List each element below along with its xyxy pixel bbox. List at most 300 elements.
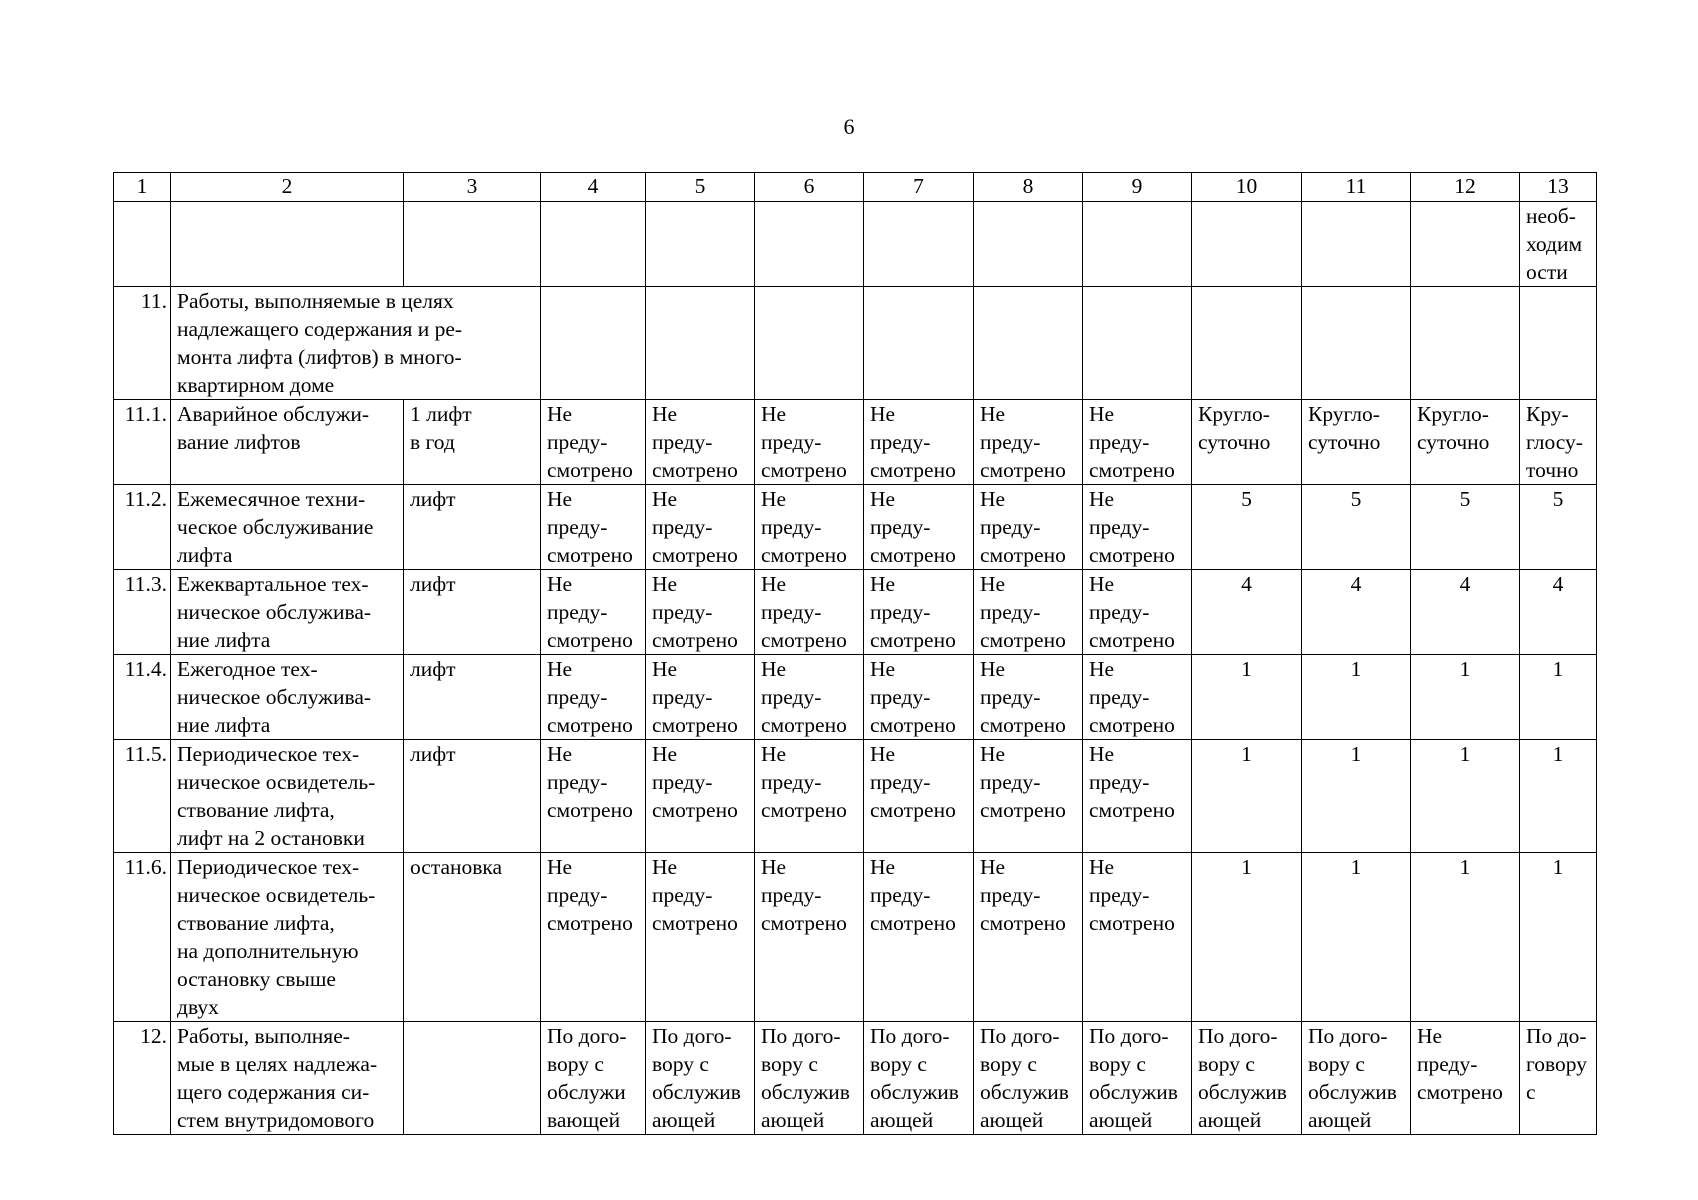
cell-line: Работы, выполняе- [177,1024,350,1048]
row-number: 12. [114,1022,171,1135]
cell-line: Не [761,657,787,681]
header-row [114,173,1597,202]
value-cell [1302,1022,1411,1135]
row-number: 11.5. [114,740,171,853]
cell-line: остановка [410,855,503,879]
value-cell: 1 [1302,740,1411,853]
cell-line: ческое обслуживание [177,515,374,539]
cell-line: смотрено [1089,713,1175,737]
table-cell [974,202,1083,287]
cell-line: По дого- [547,1024,627,1048]
unit [404,655,541,740]
cell-line: смотрено [652,911,738,935]
continuation-row [114,202,1597,287]
cell-line: смотрено [1089,458,1175,482]
services-table [113,172,1597,1135]
value-cell [646,740,755,853]
value-cell: 5 [1302,485,1411,570]
cell-line: По дого- [870,1024,950,1048]
cell-line: обслужив [761,1080,850,1104]
value-cell [864,853,974,1022]
cell-line: Не [1089,742,1115,766]
cell-line: вору с [870,1052,927,1076]
cell-line: обслужив [1308,1080,1397,1104]
cell-line: преду- [652,515,713,539]
cell-line: смотрено [870,458,956,482]
cell-line: в год [410,430,455,454]
column-header: 11 [1302,173,1411,202]
cell-line: преду- [980,515,1041,539]
column-header: 10 [1192,173,1302,202]
cell-line: преду- [1089,883,1150,907]
value-cell [646,400,755,485]
cell-line: обслужив [870,1080,959,1104]
table-row [114,485,1597,570]
value-cell [864,740,974,853]
work-name [171,485,404,570]
cell-line: вору с [761,1052,818,1076]
cell-line: лифта [177,543,233,567]
cell-line: ающей [1089,1108,1153,1132]
cell-line: смотрено [652,628,738,652]
cell-line: вору с [547,1052,604,1076]
value-cell [755,287,864,400]
unit [404,570,541,655]
value-cell [541,1022,646,1135]
cell-line: Ежегодное тех- [177,657,318,681]
work-name [171,740,404,853]
cell-line: преду- [547,430,608,454]
cell-line: ническое освидетель- [177,770,376,794]
table-row [114,655,1597,740]
table-cell [646,202,755,287]
value-cell [864,287,974,400]
work-name [171,400,404,485]
work-name [171,853,404,1022]
value-cell [1192,1022,1302,1135]
cell-line: вающей [547,1108,621,1132]
value-cell [974,1022,1083,1135]
table-cell [1302,202,1411,287]
value-cell [974,740,1083,853]
cell-line: ающей [1198,1108,1262,1132]
cell-line: вору с [1308,1052,1365,1076]
cell-line: стем внутридомового [177,1108,375,1132]
cell-line: смотрено [870,628,956,652]
cell-line: суточно [1198,430,1271,454]
value-cell [1083,853,1192,1022]
cell-line: ническое обслужива- [177,600,372,624]
unit [404,400,541,485]
cell-line: Кругло- [1308,402,1380,426]
column-header: 3 [404,173,541,202]
cell-line: преду- [761,685,822,709]
cell-line: лифт [410,572,456,596]
cell-line: Кругло- [1198,402,1270,426]
cell-line: преду- [547,685,608,709]
row-number: 11.4. [114,655,171,740]
cell-line: Не [547,855,573,879]
cell-line: Не [980,657,1006,681]
cell-line: преду- [980,430,1041,454]
cell-line: вору с [652,1052,709,1076]
cell-line: Не [547,487,573,511]
cell-line: смотрено [870,713,956,737]
cell-line: Работы, выполняемые в целях [177,289,454,313]
value-cell [541,740,646,853]
cell-line: преду- [870,430,931,454]
cell-line: преду- [652,430,713,454]
cell-line: Не [761,572,787,596]
value-cell [864,1022,974,1135]
value-cell [1192,400,1302,485]
cell-line: обслужи [547,1080,626,1104]
value-cell [755,400,864,485]
value-cell: 4 [1411,570,1520,655]
cell-line: преду- [761,770,822,794]
cell-line: преду- [980,685,1041,709]
table-cell [1411,202,1520,287]
cell-line: лифт [410,487,456,511]
cell-line: ости [1526,260,1568,284]
cell-line: Не [652,402,678,426]
value-cell [755,570,864,655]
value-cell: 1 [1411,655,1520,740]
value-cell [541,853,646,1022]
table-cell [755,202,864,287]
cell-line: смотрено [870,543,956,567]
cell-line: Не [870,487,896,511]
table-row [114,740,1597,853]
cell-line: Не [870,657,896,681]
value-cell [646,287,755,400]
value-cell [541,400,646,485]
value-cell [646,485,755,570]
unit [404,485,541,570]
value-cell [974,853,1083,1022]
cell-line: Не [980,572,1006,596]
cell-line: щего содержания си- [177,1080,370,1104]
cell-line: остановку свыше [177,967,336,991]
value-cell: 1 [1520,655,1597,740]
cell-line: смотрено [980,911,1066,935]
cell-line: смотрено [980,458,1066,482]
value-cell [864,570,974,655]
value-cell [864,400,974,485]
cell-line: суточно [1417,430,1490,454]
cell-line: По дого- [652,1024,732,1048]
table-cell [541,202,646,287]
value-cell [1083,570,1192,655]
unit [404,853,541,1022]
value-cell: 1 [1411,853,1520,1022]
cell-line: преду- [547,883,608,907]
value-cell [1083,485,1192,570]
cell-line: преду- [980,883,1041,907]
cell-line: смотрено [652,543,738,567]
cell-line: говору [1526,1052,1588,1076]
cell-line: Не [870,742,896,766]
cell-line: Аварийное обслужи- [177,402,370,426]
cell-line: смотрено [1089,911,1175,935]
table-row [114,853,1597,1022]
cell-line: По дого- [1089,1024,1169,1048]
cell-line: ающей [1308,1108,1372,1132]
cell-line: Не [1089,402,1115,426]
cell-line: преду- [870,770,931,794]
page-number: 6 [843,114,855,139]
cell-line: смотрено [652,458,738,482]
cell-line: суточно [1308,430,1381,454]
cell-line: смотрено [980,713,1066,737]
cell-line: Периодическое тех- [177,855,360,879]
cell-line: Не [1089,657,1115,681]
cell-line: Кругло- [1417,402,1489,426]
cell-line: преду- [761,515,822,539]
value-cell [755,853,864,1022]
cell-line: преду- [761,430,822,454]
column-header: 7 [864,173,974,202]
column-header: 6 [755,173,864,202]
table-row [114,287,1597,400]
cell-line: лифт [410,742,456,766]
value-cell: 1 [1520,853,1597,1022]
cell-line: необ- [1526,204,1576,228]
section-title [171,287,541,400]
cell-line: преду- [980,600,1041,624]
table-cell [864,202,974,287]
cell-line: преду- [1417,1052,1478,1076]
cell-line: ническое освидетель- [177,883,376,907]
cell-line: Не [1417,1024,1443,1048]
cell-line: преду- [870,685,931,709]
cell-line: ствование лифта, [177,911,335,935]
cell-line: смотрено [761,628,847,652]
cell-line: преду- [547,515,608,539]
cell-line: обслужив [652,1080,741,1104]
cell-line: Не [652,487,678,511]
row-number: 11.6. [114,853,171,1022]
cell-line: смотрено [547,911,633,935]
cell-line: вание лифтов [177,430,301,454]
value-cell [755,485,864,570]
cell-line: преду- [761,883,822,907]
cell-line: ствование лифта, [177,798,335,822]
cell-line: По дого- [761,1024,841,1048]
cell-line: Не [761,855,787,879]
cell-line: мые в целях надлежа- [177,1052,378,1076]
cell-line: Не [547,402,573,426]
column-header: 2 [171,173,404,202]
cell-line: смотрено [547,798,633,822]
cell-line: преду- [870,600,931,624]
cell-line: ние лифта [177,628,271,652]
cell-line: Не [652,855,678,879]
cell-line: Не [652,572,678,596]
cell-line: двух [177,995,219,1019]
column-header: 8 [974,173,1083,202]
unit [404,740,541,853]
value-cell [755,655,864,740]
cell-line: смотрено [761,543,847,567]
cell-line: надлежащего содержания и ре- [177,317,463,341]
cell-line: преду- [1089,685,1150,709]
cell-line: Не [870,855,896,879]
cell-line: Не [652,742,678,766]
cell-line: преду- [1089,600,1150,624]
value-cell: 5 [1520,485,1597,570]
value-cell [1083,287,1192,400]
cell-line: преду- [652,770,713,794]
column-header: 1 [114,173,171,202]
value-cell [974,287,1083,400]
cell-line: Не [547,572,573,596]
table-row [114,570,1597,655]
cell-line: смотрено [547,458,633,482]
value-cell [541,570,646,655]
table-cell [1192,202,1302,287]
cell-line: точно [1526,458,1579,482]
table-row [114,400,1597,485]
value-cell [1302,287,1411,400]
cell-line: смотрено [1089,628,1175,652]
cell-line: Не [761,487,787,511]
work-name [171,1022,404,1135]
value-cell: 1 [1302,853,1411,1022]
cell-line: смотрено [761,713,847,737]
value-cell [864,485,974,570]
value-cell [755,1022,864,1135]
cell-line: Не [1089,487,1115,511]
value-cell [1411,287,1520,400]
value-cell [646,655,755,740]
cell-line: преду- [980,770,1041,794]
cell-line: смотрено [980,543,1066,567]
cell-line: По до- [1526,1024,1587,1048]
cell-line: преду- [870,515,931,539]
cell-line: Не [980,742,1006,766]
cell-line: Не [761,742,787,766]
value-cell [646,853,755,1022]
row-number: 11.3. [114,570,171,655]
cell-line: преду- [1089,770,1150,794]
cell-line: Не [980,487,1006,511]
column-header: 4 [541,173,646,202]
value-cell: 1 [1192,655,1302,740]
cell-line: с [1526,1080,1536,1104]
value-cell [646,570,755,655]
row-number: 11.2. [114,485,171,570]
cell-line: смотрено [652,798,738,822]
value-cell: 1 [1411,740,1520,853]
table-cell [404,202,541,287]
cell-line: смотрено [870,798,956,822]
cell-line: смотрено [1089,798,1175,822]
cell-line: смотрено [761,458,847,482]
value-cell [1083,655,1192,740]
cell-line: По дого- [1198,1024,1278,1048]
cell-line: ающей [980,1108,1044,1132]
cell-line: на дополнительную [177,939,359,963]
unit [404,1022,541,1135]
cell-line: Не [547,657,573,681]
value-cell: 1 [1520,740,1597,853]
cell-line: Не [652,657,678,681]
cell-line: Ежеквартальное тех- [177,572,369,596]
cell-line: Периодическое тех- [177,742,360,766]
cell-line: преду- [870,883,931,907]
value-cell: 1 [1302,655,1411,740]
cell-line: смотрено [652,713,738,737]
cell-line: лифт на 2 остановки [177,826,365,850]
column-header: 12 [1411,173,1520,202]
value-cell [974,485,1083,570]
column-header: 9 [1083,173,1192,202]
cell-line: вору с [1089,1052,1146,1076]
value-cell [1192,287,1302,400]
cell-line: Не [761,402,787,426]
cell-line: преду- [1089,430,1150,454]
cell-line: обслужив [980,1080,1069,1104]
value-cell [974,400,1083,485]
value-cell [755,740,864,853]
value-cell: 4 [1192,570,1302,655]
cell-line: ающей [870,1108,934,1132]
cell-line: Не [980,855,1006,879]
cell-line: Не [1089,572,1115,596]
value-cell: 4 [1520,570,1597,655]
value-cell [974,570,1083,655]
value-cell [1302,400,1411,485]
cell-line: смотрено [761,798,847,822]
cell-line: преду- [761,600,822,624]
table-row [114,1022,1597,1135]
value-cell [1520,287,1597,400]
cell-line: преду- [547,770,608,794]
cell-line: вору с [980,1052,1037,1076]
value-cell: 1 [1192,740,1302,853]
cell-line: смотрено [547,628,633,652]
cell-line: ающей [761,1108,825,1132]
row-number: 11.1. [114,400,171,485]
cell-line: глосу- [1526,430,1583,454]
cell-line: ническое обслужива- [177,685,372,709]
value-cell [1083,740,1192,853]
cell-line: смотрено [1417,1080,1503,1104]
value-cell: 1 [1192,853,1302,1022]
column-header: 13 [1520,173,1597,202]
table-cell [171,202,404,287]
cell-line: Не [870,402,896,426]
column-header: 5 [646,173,755,202]
cell-line: смотрено [1089,543,1175,567]
cell-line: монта лифта (лифтов) в много- [177,345,462,369]
work-name [171,570,404,655]
table-cell [114,202,171,287]
cell-line: преду- [1089,515,1150,539]
cell-line: обслужив [1198,1080,1287,1104]
value-cell: 4 [1302,570,1411,655]
cell-line: квартирном доме [177,373,335,397]
value-cell: 5 [1192,485,1302,570]
cell-line: смотрено [980,798,1066,822]
cell-line: преду- [547,600,608,624]
cell-line: Не [547,742,573,766]
value-cell [1411,400,1520,485]
value-cell [541,287,646,400]
value-cell [974,655,1083,740]
cell-line: смотрено [761,911,847,935]
